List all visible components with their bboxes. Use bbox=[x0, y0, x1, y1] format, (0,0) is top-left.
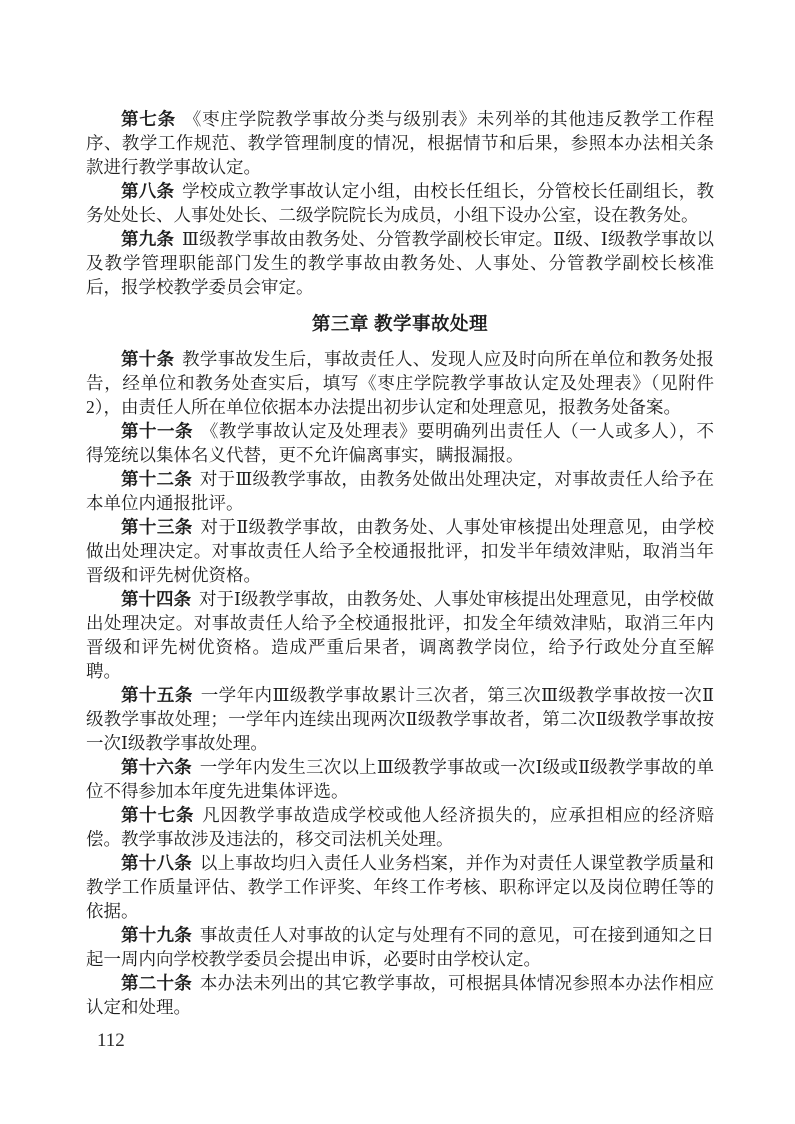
article-paragraph bbox=[86, 179, 714, 227]
article-label: 第十八条 bbox=[121, 853, 192, 873]
article-label: 第十一条 bbox=[121, 421, 194, 441]
article-text: 学校成立教学事故认定小组，由校长任组长，分管校长任副组长，教务处处长、人事处处长、二级学院院长为成员，小组下设办公室，设在教务处。 bbox=[86, 181, 715, 225]
chapter-heading: 第三章 教学事故处理 bbox=[311, 315, 489, 335]
article-text: 对于Ⅲ级教学事故，由教务处做出处理决定，对事故责任人给予在本单位内通报批评。 bbox=[86, 469, 714, 513]
article-paragraph bbox=[86, 347, 714, 419]
article-paragraph bbox=[86, 227, 714, 299]
article-text: 一学年内发生三次以上Ⅲ级教学事故或一次Ⅰ级或Ⅱ级教学事故的单位不得参加本年度先进集体评选。 bbox=[86, 757, 714, 801]
article-paragraph bbox=[86, 107, 714, 179]
article-text: 教学事故发生后，事故责任人、发现人应及时向所在单位和教务处报告，经单位和教务处查实后，填写《枣庄学院教学事故认定及处理表》（见附件 2），由责任人所在单位依据本办法提出初步认定和处理意见，报教务处备案。 bbox=[86, 349, 715, 417]
article-paragraph bbox=[86, 419, 714, 467]
article-text: 本办法未列出的其它教学事故，可根据具体情况参照本办法作相应认定和处理。 bbox=[86, 973, 714, 1017]
article-text: Ⅲ级教学事故由教务处、分管教学副校长审定。Ⅱ级、Ⅰ级教学事故以及教学管理职能部门发生的教学事故由教务处、人事处、分管教学副校长核准后，报学校教学委员会审定。 bbox=[86, 229, 715, 297]
article-label: 第十四条 bbox=[121, 589, 192, 609]
article-label: 第十六条 bbox=[121, 757, 192, 777]
article-paragraph bbox=[86, 851, 714, 923]
article-label: 第九条 bbox=[121, 229, 175, 249]
article-label: 第八条 bbox=[121, 181, 175, 201]
article-paragraph bbox=[86, 755, 714, 803]
article-text: 以上事故均归入责任人业务档案，并作为对责任人课堂教学质量和教学工作质量评估、教学工作评奖、年终工作考核、职称评定以及岗位聘任等的依据。 bbox=[86, 853, 714, 921]
article-label: 第十七条 bbox=[121, 805, 195, 825]
article-label: 第十二条 bbox=[121, 469, 193, 489]
article-text: 《枣庄学院教学事故分类与级别表》未列举的其他违反教学工作程序、教学工作规范、教学管理制度的情况，根据情节和后果，参照本办法相关条款进行教学事故认定。 bbox=[86, 109, 715, 177]
article-paragraph bbox=[86, 803, 714, 851]
article-text: 事故责任人对事故的认定与处理有不同的意见，可在接到通知之日起一周内向学校教学委员会提出申诉，必要时由学校认定。 bbox=[86, 925, 714, 969]
page-number: 112 bbox=[97, 1030, 125, 1051]
article-paragraph bbox=[86, 587, 714, 683]
article-paragraph bbox=[86, 683, 714, 755]
document-body bbox=[86, 107, 714, 1019]
article-paragraph bbox=[86, 923, 714, 971]
article-text: 对于Ⅰ级教学事故，由教务处、人事处审核提出处理意见，由学校做出处理决定。对事故责任人给予全校通报批评，扣发全年绩效津贴，取消三年内晋级和评先树优资格。造成严重后果者，调离教学岗位，给予行政处分直至解聘。 bbox=[86, 589, 714, 681]
article-text: 凡因教学事故造成学校或他人经济损失的，应承担相应的经济赔偿。教学事故涉及违法的，移交司法机关处理。 bbox=[86, 805, 715, 849]
article-text: 《教学事故认定及处理表》要明确列出责任人（一人或多人），不得笼统以集体名义代替，更不允许偏离事实，瞒报漏报。 bbox=[86, 421, 714, 465]
article-paragraph bbox=[86, 971, 714, 1019]
article-label: 第十九条 bbox=[121, 925, 192, 945]
article-label: 第十五条 bbox=[121, 685, 193, 705]
article-text: 一学年内Ⅲ级教学事故累计三次者，第三次Ⅲ级教学事故按一次Ⅱ级教学事故处理；一学年内连续出现两次Ⅱ级教学事故者，第二次Ⅱ级教学事故按一次Ⅰ级教学事故处理。 bbox=[86, 685, 714, 753]
article-label: 第十三条 bbox=[121, 517, 193, 537]
article-paragraph bbox=[86, 515, 714, 587]
article-label: 第二十条 bbox=[121, 973, 192, 993]
article-text: 对于Ⅱ级教学事故，由教务处、人事处审核提出处理意见，由学校做出处理决定。对事故责任人给予全校通报批评，扣发半年绩效津贴，取消当年晋级和评先树优资格。 bbox=[86, 517, 714, 585]
article-label: 第七条 bbox=[121, 109, 176, 129]
article-label: 第十条 bbox=[121, 349, 175, 369]
article-paragraph bbox=[86, 467, 714, 515]
